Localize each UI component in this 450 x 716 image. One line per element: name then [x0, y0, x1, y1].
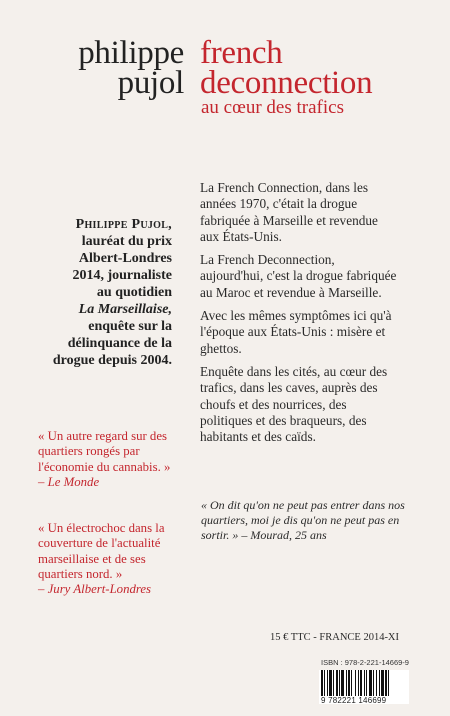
summary-paragraph: Enquête dans les cités, au cœur des trafics, dans les caves, auprès des choufs et des nourrices, des politiques et des braqueurs, des habitants et des caïds. — [200, 363, 388, 445]
bio-line: délinquance de la — [67, 336, 172, 351]
author-bio — [12, 216, 172, 369]
bio-newspaper: La Marseillaise, — [78, 302, 172, 317]
back-cover-summary — [200, 180, 400, 452]
summary-paragraph: La French Connection, dans les années 1970, c'était la drogue fabriquée à Marseille et revendue aux États-Unis. — [200, 180, 378, 244]
press-quote-source: Le Monde — [47, 474, 100, 489]
press-quote — [38, 521, 178, 597]
press-quote — [38, 429, 178, 490]
book-title-line-1: french — [200, 35, 283, 71]
author-last-name: pujol — [117, 65, 184, 101]
isbn-label: ISBN : 978-2-221-14669-9 — [321, 658, 409, 667]
book-subtitle: au cœur des trafics — [201, 97, 344, 118]
book-title — [200, 35, 373, 101]
book-title-line-2: deconnection — [200, 65, 373, 101]
bio-line: enquête sur la — [88, 319, 172, 334]
bio-line: lauréat du prix — [81, 234, 172, 249]
author-first-name: philippe — [78, 35, 184, 71]
press-quote-dash: – — [38, 582, 48, 597]
summary-paragraph: La French Deconnection, aujourd'hui, c'est la drogue fabriquée au Maroc et revendue à Marseille. — [200, 252, 397, 300]
bio-line: Albert-Londres — [78, 251, 172, 266]
barcode-number: 9 782221 146699 — [321, 696, 387, 705]
price-label: 15 € TTC - FRANCE 2014-XI — [270, 632, 400, 643]
author-name — [44, 35, 184, 101]
summary-paragraph: Avec les mêmes symptômes ici qu'à l'époque aux États-Unis : misère et ghettos. — [200, 308, 392, 356]
press-quote-dash: – — [38, 474, 48, 489]
press-quote-text: « Un électrochoc dans la couverture de l'actualité marseillaise et de ses quartiers nord. » — [38, 521, 165, 581]
bio-line: 2014, journaliste — [72, 268, 172, 283]
press-quote-source: Jury Albert-Londres — [47, 582, 152, 597]
bio-line: drogue depuis 2004. — [52, 353, 172, 368]
bio-line: au quotidien — [96, 285, 172, 300]
bio-author-name: Philippe Pujol, — [75, 217, 172, 232]
press-quote-text: « Un autre regard sur des quartiers rongés par l'économie du cannabis. » — [38, 429, 171, 474]
barcode-bars — [319, 670, 409, 696]
resident-quote: « On dit qu'on ne peut pas entrer dans nos quartiers, moi je dis qu'on ne peut pas en sortir. » – Mourad, 25 ans — [201, 498, 405, 542]
